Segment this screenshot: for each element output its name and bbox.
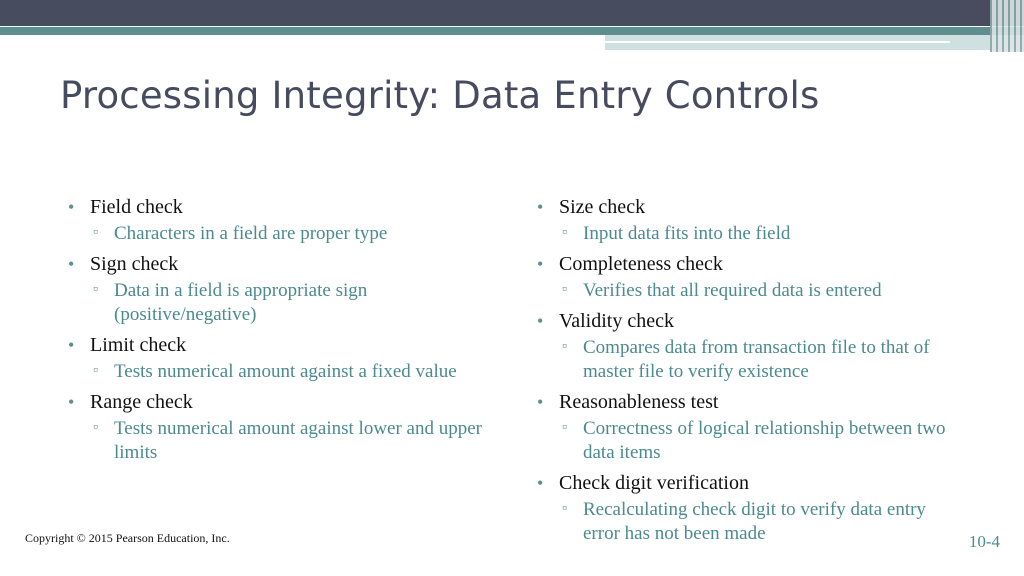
sub-bullet-list	[559, 336, 957, 384]
bullet-label: Check digit verification	[559, 472, 749, 494]
bullet-item	[68, 193, 508, 246]
sub-bullet-list	[559, 417, 957, 465]
sub-bullet-list	[559, 279, 957, 303]
sub-bullet-icon: ▫	[93, 363, 98, 378]
bullet-icon: •	[537, 473, 544, 493]
sub-bullet-icon: ▫	[562, 225, 567, 240]
header-band-line	[605, 41, 950, 43]
sub-bullet-text: Tests numerical amount against a fixed value	[114, 361, 457, 382]
sub-bullet-text: Compares data from transaction file to that of master file to verify existence	[583, 337, 930, 382]
bullet-label: Sign check	[90, 253, 179, 275]
bullet-label: Size check	[559, 196, 646, 218]
sub-bullet-item	[559, 336, 957, 384]
right-bullet-list	[537, 193, 957, 550]
bullet-label: Completeness check	[559, 253, 723, 275]
sub-bullet-text: Verifies that all required data is entered	[583, 280, 882, 301]
sub-bullet-icon: ▫	[562, 420, 567, 435]
sub-bullet-item	[90, 417, 508, 465]
bullet-icon: •	[537, 311, 544, 331]
bullet-icon: •	[537, 392, 544, 412]
copyright-text: Copyright © 2015 Pearson Education, Inc.	[25, 531, 230, 545]
bullet-label: Limit check	[90, 334, 187, 356]
slide-title: Processing Integrity: Data Entry Controls	[60, 74, 820, 117]
left-bullet-list	[68, 193, 508, 469]
bullet-icon: •	[68, 335, 75, 355]
sub-bullet-item	[90, 222, 508, 246]
sub-bullet-list	[90, 222, 508, 246]
sub-bullet-text: Data in a field is appropriate sign (positive/negative)	[114, 280, 368, 325]
sub-bullet-item	[90, 360, 508, 384]
header-band-dark	[0, 0, 1024, 26]
bullet-icon: •	[68, 197, 75, 217]
bullet-icon: •	[537, 254, 544, 274]
sub-bullet-icon: ▫	[562, 282, 567, 297]
sub-bullet-icon: ▫	[93, 282, 98, 297]
sub-bullet-text: Tests numerical amount against lower and upper limits	[114, 418, 483, 463]
sub-bullet-text: Recalculating check digit to verify data entry error has not been made	[583, 499, 926, 544]
sub-bullet-item	[90, 279, 508, 327]
sub-bullet-icon: ▫	[562, 501, 567, 516]
sub-bullet-text: Correctness of logical relationship between two data items	[583, 418, 946, 463]
sub-bullet-text: Input data fits into the field	[583, 223, 791, 244]
bullet-label: Validity check	[559, 310, 674, 332]
sub-bullet-item	[559, 222, 957, 246]
bullet-icon: •	[68, 392, 75, 412]
bullet-label: Field check	[90, 196, 183, 218]
header-stripes	[990, 0, 1024, 52]
bullet-item	[537, 469, 957, 546]
bullet-item	[537, 193, 957, 246]
bullet-label: Range check	[90, 391, 193, 413]
bullet-item	[68, 250, 508, 327]
sub-bullet-list	[90, 279, 508, 327]
sub-bullet-text: Characters in a field are proper type	[114, 223, 388, 244]
bullet-item	[68, 331, 508, 384]
bullet-item	[537, 307, 957, 384]
sub-bullet-list	[90, 360, 508, 384]
sub-bullet-item	[559, 279, 957, 303]
bullet-icon: •	[68, 254, 75, 274]
sub-bullet-icon: ▫	[93, 225, 98, 240]
sub-bullet-icon: ▫	[93, 420, 98, 435]
sub-bullet-list	[559, 222, 957, 246]
bullet-icon: •	[537, 197, 544, 217]
bullet-item	[68, 388, 508, 465]
header-band-teal	[0, 27, 1024, 35]
bullet-item	[537, 388, 957, 465]
bullet-label: Reasonableness test	[559, 391, 719, 413]
sub-bullet-list	[559, 498, 957, 546]
page-number: 10-4	[968, 532, 1000, 551]
bullet-item	[537, 250, 957, 303]
sub-bullet-icon: ▫	[562, 339, 567, 354]
sub-bullet-item	[559, 498, 957, 546]
sub-bullet-list	[90, 417, 508, 465]
sub-bullet-item	[559, 417, 957, 465]
